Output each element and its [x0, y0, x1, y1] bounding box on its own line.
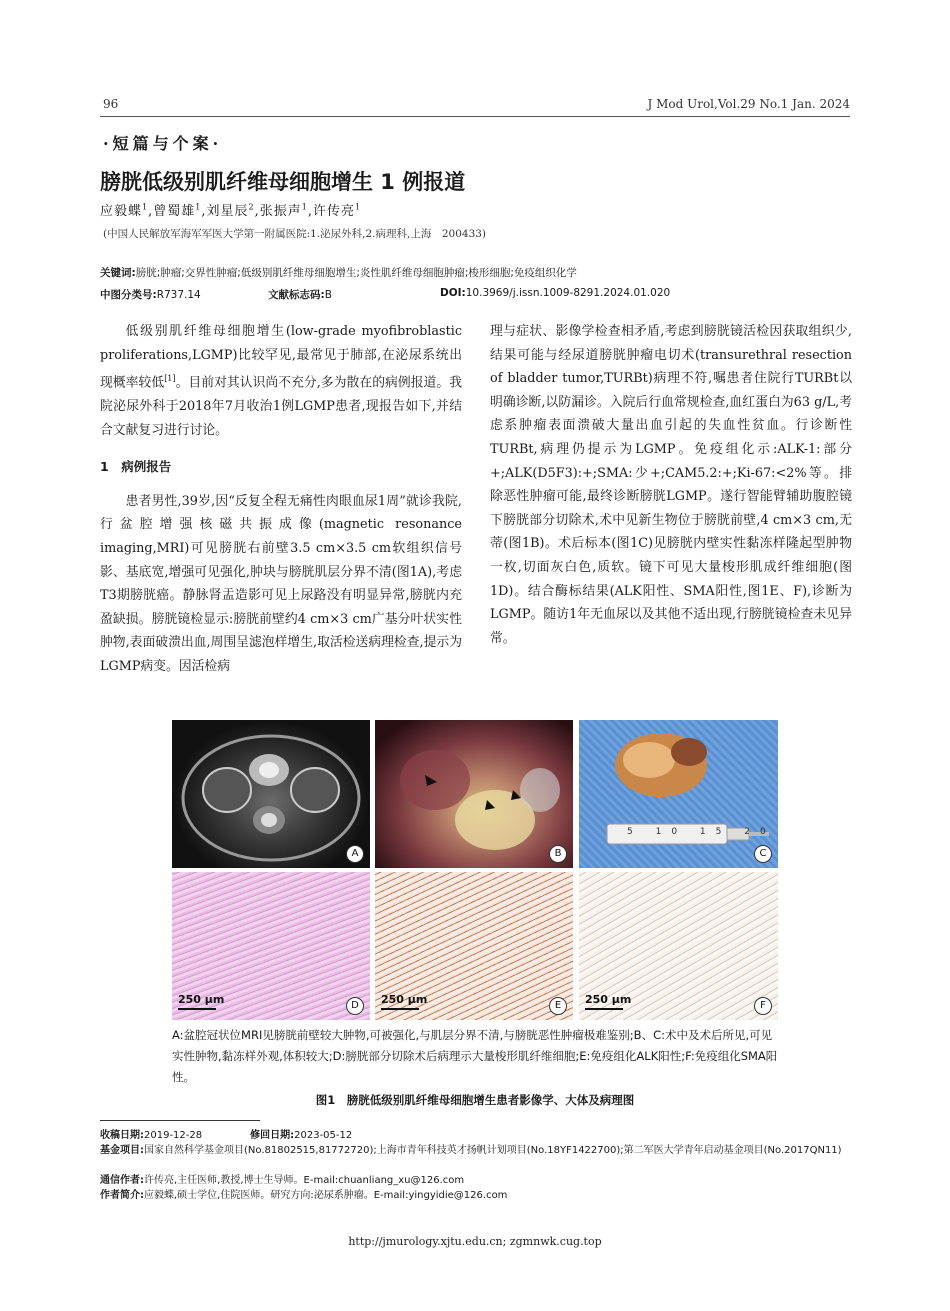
affiliation: (中国人民解放军海军军医大学第一附属医院:1.泌尿外科,2.病理科,上海 200433) [103, 228, 487, 240]
scale-bar [585, 1008, 623, 1010]
figure-1 [172, 720, 778, 1020]
panel-b-intraop [375, 720, 573, 868]
header-rule [100, 116, 850, 117]
footnote-fund: 基金项目:国家自然科学基金项目(No.81802515,81772720);上海市青年科技英才扬帆计划项目(No.18YF1422700);第二军医大学青年启动基金项目(No.2017QN11) [100, 1145, 842, 1156]
figure-title: 图1 膀胱低级别肌纤维母细胞增生患者影像学、大体及病理图 [315, 1093, 635, 1107]
keywords: 关键词:膀胱;肿瘤;交界性肿瘤;低级别肌纤维母细胞增生;炎性肌纤维母细胞肿瘤;梭形细胞;免疫组织化学 [100, 267, 577, 279]
author: 刘星辰 [206, 204, 249, 219]
author-sup: 1 [195, 202, 202, 212]
scale-bar-label: 250 μm [381, 993, 428, 1006]
panel-d-histology [172, 872, 370, 1020]
right-column [490, 320, 852, 650]
panel-label: E [549, 997, 567, 1015]
mri-scan-image [172, 720, 370, 868]
intro-paragraph: 低级别肌纤维母细胞增生(low-grade myofibroblastic proliferations,LGMP)比较罕见,最常见于肺部,在泌尿系统出现概率较低[1]。目前对其认识尚不充分,多为散在的病例报道。我院泌尿外科于2018年7月收治1例LGMP患者,现报告如下,并结合文献复习进行讨论。 [100, 324, 463, 438]
specimen-image [579, 720, 778, 868]
revised-date: 2023-05-12 [294, 1130, 353, 1141]
panel-label: D [346, 997, 364, 1015]
author: 张振声 [259, 204, 302, 219]
section-tag: ·短篇与个案· [103, 134, 223, 153]
document-code: 文献标志码:B [268, 289, 332, 301]
author: 曾蜀雄 [153, 204, 196, 219]
author: 应毅蝶 [100, 204, 143, 219]
panel-label: F [754, 997, 772, 1015]
author-sup: 1 [142, 202, 149, 212]
panel-c-specimen [579, 720, 778, 868]
panel-label: C [754, 845, 772, 863]
footnote-author-bio: 作者简介:应毅蝶,硕士学位,住院医师。研究方向:泌尿系肿瘤。E-mail:yingyidie@126.com [100, 1190, 508, 1201]
panel-a-mri [172, 720, 370, 868]
author: 许传亮 [313, 204, 356, 219]
figure-caption: A:盆腔冠状位MRI见膀胱前壁较大肿物,可被强化,与肌层分界不清,与膀胱恶性肿瘤极难鉴别;B、C:术中及术后所见,可见实性肿物,黏冻样外观,体积较大;D:膀胱部分切除术后病理示大量梭形肌纤维细胞;E:免疫组化ALK阳性;F:免疫组化SMA阳性。 [172, 1028, 778, 1084]
section-heading: 1 病例报告 [100, 459, 172, 475]
case-paragraph: 患者男性,39岁,因“反复全程无痛性肉眼血尿1周”就诊我院,行盆腔增强核磁共振成像(magnetic resonance imaging,MRI)可见膀胱右前壁3.5 cm×3.5 cm软组织信号影、基底宽,增强可见强化,肿块与膀胱肌层分界不清(图1A),考虑T3期膀胱癌。静脉肾盂造影可见上尿路没有明显异常,膀胱内充盈缺损。膀胱镜检显示:膀胱前壁约4 cm×3 cm广基分叶状实性肿物,表面破溃出血,周围呈滤泡样增生,取活检送病理检查,提示为LGMP病变。因活检病 [100, 493, 462, 674]
scale-bar [178, 1008, 216, 1010]
doi: DOI:10.3969/j.issn.1009-8291.2024.01.020 [440, 287, 671, 299]
author-sup: 1 [301, 202, 308, 212]
left-column [100, 320, 462, 679]
received-date: 2019-12-28 [144, 1130, 203, 1141]
author-sup: 1 [355, 202, 362, 212]
syringe-ticks: 5 10 15 20 [627, 827, 776, 837]
scale-bar-label: 250 μm [585, 993, 632, 1006]
journal-citation: J Mod Urol,Vol.29 No.1 Jan. 2024 [647, 97, 850, 111]
footer-url[interactable]: http://jmurology.xjtu.edu.cn; zgmnwk.cug.top [348, 1235, 602, 1248]
intraop-image [375, 720, 573, 868]
case-paragraph-cont: 理与症状、影像学检查相矛盾,考虑到膀胱镜活检因获取组织少,结果可能与经尿道膀胱肿瘤电切术(transurethral resection of bladder tumor,TURBt)病理不符,嘱患者住院行TURBt以明确诊断,以防漏诊。入院后行血常规检查,血红蛋白为63 g/L,考虑系肿瘤表面溃破大量出血引起的失血性贫血。行诊断性TURBt,病理仍提示为LGMP。免疫组化示:ALK-1:部分+;ALK(D5F3):+;SMA:少+;CAM5.2:+;Ki-67:<2%等。排除恶性肿瘤可能,最终诊断膀胱LGMP。遂行智能臂辅助腹腔镜下膀胱部分切除术,术中见新生物位于膀胱前壁,4 cm×3 cm,无蒂(图1B)。术后标本(图1C)见膀胱内壁实性黏冻样隆起型肿物一枚,切面灰白色,质软。镜下可见大量梭形肌成纤维细胞(图1D)。结合酶标结果(ALK阳性、SMA阳性,图1E、F),诊断为LGMP。随访1年无血尿以及其他不适出现,行膀胱镜检查未见异常。 [490, 324, 852, 646]
footnote-correspondence: 通信作者:许传亮,主任医师,教授,博士生导师。E-mail:chuanliang_xu@126.com [100, 1175, 465, 1186]
author-list: 应毅蝶$^1$,曾蜀雄$^1$,刘星辰$^2$,张振声$^1$,许传亮$^1$ [100, 202, 362, 219]
footnote-rule [100, 1120, 260, 1121]
clc-number: 中图分类号:R737.14 [100, 289, 201, 301]
scale-bar [381, 1008, 419, 1010]
panel-f-sma-ihc [579, 872, 778, 1020]
reference-marker[interactable]: [1] [164, 374, 176, 384]
panel-e-alk-ihc [375, 872, 573, 1020]
panel-label: A [346, 845, 364, 863]
author-sup: 2 [248, 202, 255, 212]
footnote-dates: 收稿日期:2019-12-28 修回日期:2023-05-12 [100, 1130, 353, 1141]
panel-label: B [549, 845, 567, 863]
article-title: 膀胱低级别肌纤维母细胞增生 1 例报道 [100, 170, 466, 194]
page-number: 96 [103, 97, 119, 111]
scale-bar-label: 250 μm [178, 993, 225, 1006]
